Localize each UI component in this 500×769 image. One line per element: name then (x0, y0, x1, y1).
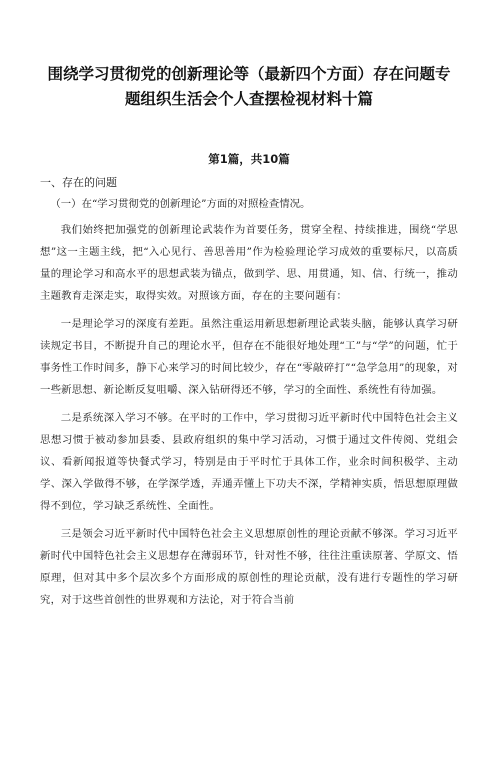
section-heading: 一、存在的问题 (40, 176, 117, 189)
subsection-heading: （一）在“学习贯彻党的创新理论”方面的对照检查情况。 (50, 198, 311, 210)
body-paragraph: 一是理论学习的深度有差距。虽然注重运用新思想新理论武装头脑，能够认真学习研读规定书目，不断提升自己的理论水平，但存在不能很好地处理“工”与“学”的问题，忙于事务性工作时间多，静下心来学习的时间比较少，存在“零敲碎打”“急学急用”的现象，对一些新思想、新论断反复咀嚼、深入钻研得还不够，学习的全面性、系统性有待加强。 (40, 318, 458, 396)
body-paragraph: 二是系统深入学习不够。在平时的工作中，学习贯彻习近平新时代中国特色社会主义思想习惯于被动参加县委、县政府组织的集中学习活动，习惯于通过文件传阅、党组会议、看新闻报道等快餐式学习，特别是由于平时忙于具体工作，业余时间积极学、主动学、深入学做得不够，在学深学透，弄通弄懂上下功夫不深，学精神实质，悟思想原理做得不到位，学习缺乏系统性、全面性。 (40, 412, 458, 512)
body-paragraph: 三是领会习近平新时代中国特色社会主义思想原创性的理论贡献不够深。学习习近平新时代中国特色社会主义思想存在薄弱环节，针对性不够，往往注重读原著、学原文、悟原理，但对其中多个层次多个方面形成的原创性的理论贡献，没有进行专题性的学习研究，对于这些首创性的世界观和方法论，对于符合当前 (40, 528, 458, 606)
body-paragraph: 我们始终把加强党的创新理论武装作为首要任务，贯穿全程、持续推进，围绕“学思想”这一主题主线，把“入心见行、善思善用”作为检验理论学习成效的重要标尺，以高质量的理论学习和高水平的思想武装为锚点，做到学、思、用贯通，知、信、行统一，推动主题教育走深走实，取得实效。对照该方面，存在的主要问题有： (40, 224, 458, 302)
document-page (0, 62, 500, 769)
part-indicator: 第1篇，共10篇 (208, 152, 290, 166)
document-title: 围绕学习贯彻党的创新理论等（最新四个方面）存在问题专题组织生活会个人查摆检视材料十篇 (47, 65, 451, 108)
